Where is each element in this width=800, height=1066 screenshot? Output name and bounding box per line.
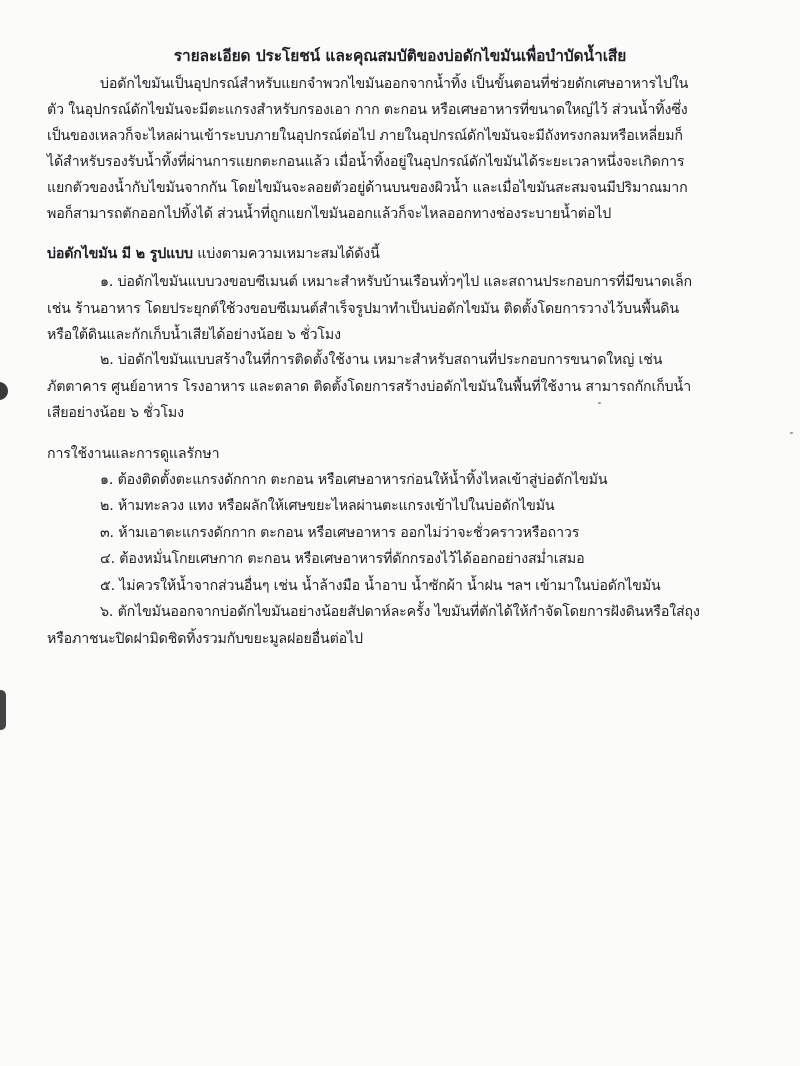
type1-line-2: เช่น ร้านอาหาร โดยประยุกต์ใช้วงขอบซีเมนต์สำเร็จรูปมาทำเป็นบ่อดักไขมัน ติดตั้งโดยการวางไว้บนพื้นดิน <box>47 301 679 317</box>
type2-line-2: ภัตตาคาร ศูนย์อาหาร โรงอาหาร และตลาด ติดตั้งโดยการสร้างบ่อดักไขมันในพื้นที่ใช้งาน สามารถกักเก็บน้ำ <box>47 379 692 395</box>
type2-line-3: เสียอย่างน้อย ๖ ชั่วโมง <box>47 405 184 421</box>
scan-speck <box>598 402 601 404</box>
usage-item-6: ๖. ตักไขมันออกจากบ่อดักไขมันอย่างน้อยสัปดาห์ละครั้ง ไขมันที่ตักได้ให้กำจัดโดยการฝังดินหรือใส่ถุง <box>100 604 700 620</box>
type1-line-3: หรือใต้ดินและกักเก็บน้ำเสียได้อย่างน้อย ๖ ชั่วโมง <box>47 327 341 343</box>
intro-line-3: เป็นของเหลวก็จะไหลผ่านเข้าระบบภายในอุปกรณ์ต่อไป ภายในอุปกรณ์ดักไขมันจะมีถังทรงกลมหรือเหลี่ยมก็ <box>47 128 683 144</box>
document-title: รายละเอียด ประโยชน์ และคุณสมบัติของบ่อดักไขมันเพื่อบำบัดน้ำเสีย <box>173 47 627 65</box>
usage-heading: การใช้งานและการดูแลรักษา <box>47 446 220 462</box>
types-heading-rest: แบ่งตามความเหมาะสมได้ดังนี้ <box>197 246 380 262</box>
types-heading <box>47 243 380 265</box>
usage-item-1: ๑. ต้องติดตั้งตะแกรงดักกาก ตะกอน หรือเศษอาหารก่อนให้น้ำทิ้งไหลเข้าสู่บ่อดักไขมัน <box>100 472 608 488</box>
intro-line-2: ตัว ในอุปกรณ์ดักไขมันจะมีตะแกรงสำหรับกรองเอา กาก ตะกอน หรือเศษอาหารที่ขนาดใหญ่ไว้ ส่วนน้ำทิ้งซึ่ง <box>47 102 688 118</box>
binder-hole-mark <box>0 690 6 730</box>
scan-speck <box>790 432 793 434</box>
types-heading-bold: บ่อดักไขมัน มี ๒ รูปแบบ <box>47 246 193 262</box>
intro-line-6: พอก็สามารถตักออกไปทิ้งได้ ส่วนน้ำที่ถูกแยกไขมันออกแล้วก็จะไหลออกทางช่องระบายน้ำต่อไป <box>47 206 612 222</box>
usage-item-4: ๔. ต้องหมั่นโกยเศษกาก ตะกอน หรือเศษอาหารที่ดักกรองไว้ได้ออกอย่างสม่ำเสมอ <box>100 551 585 567</box>
usage-item-2: ๒. ห้ามทะลวง แทง หรือผลักให้เศษขยะไหลผ่านตะแกรงเข้าไปในบ่อดักไขมัน <box>100 498 555 514</box>
usage-item-6-continued: หรือภาชนะปิดฝามิดชิดทิ้งรวมกับขยะมูลฝอยอื่นต่อไป <box>47 631 363 647</box>
usage-item-3: ๓. ห้ามเอาตะแกรงดักกาก ตะกอน หรือเศษอาหาร ออกไม่ว่าจะชั่วคราวหรือถาวร <box>100 525 580 541</box>
type2-line-1: ๒. บ่อดักไขมันแบบสร้างในที่การติดตั้งใช้งาน เหมาะสำหรับสถานที่ประกอบการขนาดใหญ่ เช่น <box>100 352 663 368</box>
intro-line-4: ได้สำหรับรองรับน้ำทิ้งที่ผ่านการแยกตะกอนแล้ว เมื่อน้ำทิ้งอยู่ในอุปกรณ์ดักไขมันได้ระยะเวลาหนึ่งจะเกิดการ <box>47 154 685 170</box>
intro-line-5: แยกตัวของน้ำกับไขมันจากกัน โดยไขมันจะลอยตัวอยู่ด้านบนของผิวน้ำ และเมื่อไขมันสะสมจนมีปริมาณมาก <box>47 180 688 196</box>
intro-line-1: บ่อดักไขมันเป็นอุปกรณ์สำหรับแยกจำพวกไขมันออกจากน้ำทิ้ง เป็นขั้นตอนที่ช่วยดักเศษอาหารไปใน <box>100 76 689 92</box>
binder-hole-mark <box>0 382 8 400</box>
usage-item-5: ๕. ไม่ควรให้น้ำจากส่วนอื่นๆ เช่น น้ำล้างมือ น้ำอาบ น้ำซักผ้า น้ำฝน ฯลฯ เข้ามาในบ่อดักไขมัน <box>100 578 661 594</box>
type1-line-1: ๑. บ่อดักไขมันแบบวงขอบซีเมนต์ เหมาะสำหรับบ้านเรือนทั่วๆไป และสถานประกอบการที่มีขนาดเล็ก <box>100 274 692 290</box>
